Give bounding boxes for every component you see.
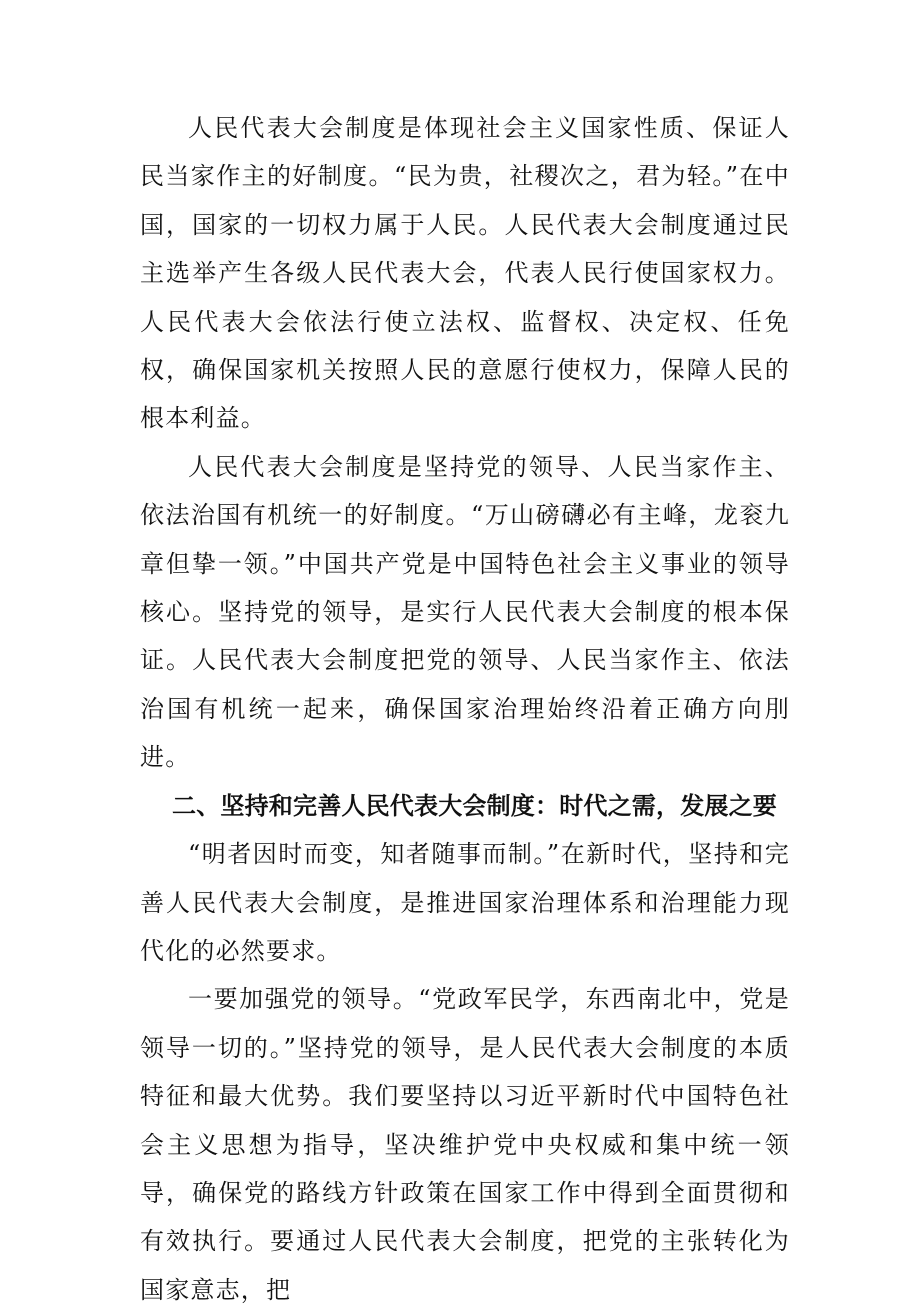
document-body (140, 104, 790, 1314)
paragraph-1: 人民代表大会制度是体现社会主义国家性质、保证人民当家作主的好制度。“民为贵，社稷次之，君为轻。”在中国，国家的一切权力属于人民。人民代表大会制度通过民主选举产生各级人民代表大会，代表人民行使国家权力。人民代表大会依法行使立法权、监督权、决定权、任免权，确保国家机关按照人民的意愿行使权力，保障人民的根本利益。 (140, 114, 790, 433)
paragraph-3: “明者因时而变，知者随事而制。”在新时代，坚持和完善人民代表大会制度，是推进国家治理体系和治理能力现代化的必然要求。 (140, 840, 790, 965)
paragraph-2: 人民代表大会制度是坚持党的领导、人民当家作主、依法治国有机统一的好制度。“万山磅礴必有主峰，龙衮九章但挚一领。”中国共产党是中国特色社会主义事业的领导核心。坚持党的领导，是实行人民代表大会制度的根本保证。人民代表大会制度把党的领导、人民当家作主、依法治国有机统一起来，确保国家治理始终沿着正确方向刖进。 (140, 452, 790, 772)
paragraph-4: 一要加强党的领导。“党政军民学，东西南北中，党是领导一切的。”坚持党的领导，是人民代表大会制度的本质特征和最大优势。我们要坚持以习近平新时代中国特色社会主义思想为指导，坚决维护党中央权威和集中统一领导，确保党的路线方针政策在国家工作中得到全面贯彻和有效执行。要通过人民代表大会制度，把党的主张转化为国家意志，把 (140, 985, 790, 1304)
section-heading-2: 二、坚持和完善人民代表大会制度：时代之需，发展之要 (172, 791, 777, 820)
